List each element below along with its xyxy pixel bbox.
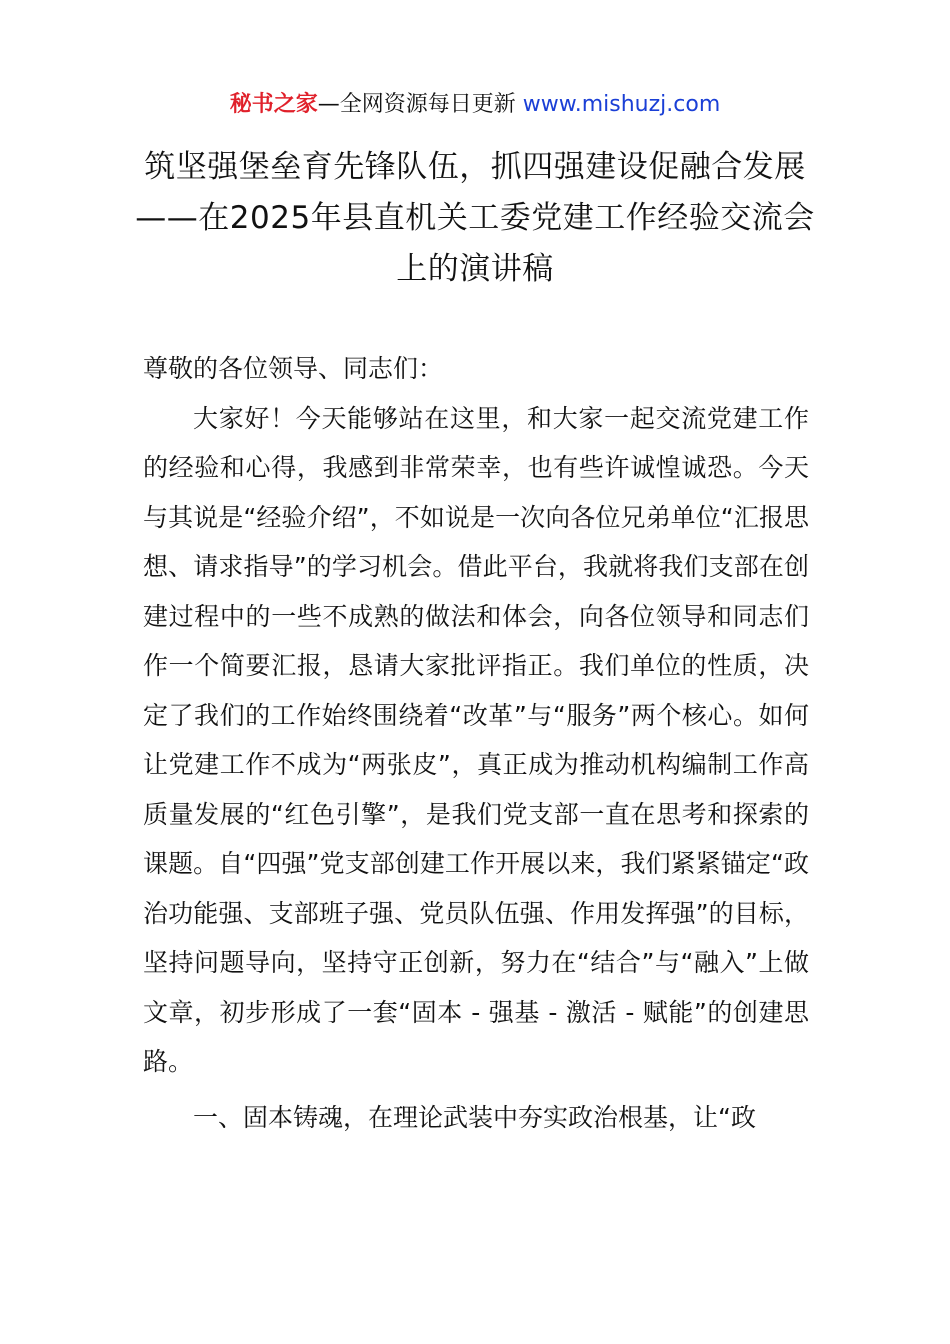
section-heading-1: 一、固本铸魂，在理论武装中夯实政治根基，让“政 — [193, 1102, 756, 1132]
document-body — [143, 344, 809, 1142]
site-url-link[interactable]: www.mishuzj.com — [522, 92, 721, 117]
paragraph-intro: 大家好！今天能够站在这里，和大家一起交流党建工作的经验和心得，我感到非常荣幸，也有些许诚惶诚恐。今天与其说是“经验介绍”，不如说是一次向各位兄弟单位“汇报思想、请求指导”的学习机会。借此平台，我就将我们支部在创建过程中的一些不成熟的做法和体会，向各位领导和同志们作一个简要汇报，恳请大家批评指正。我们单位的性质，决定了我们的工作始终围绕着“改革”与“服务”两个核心。如何让党建工作不成为“两张皮”，真正成为推动机构编制工作高质量发展的“红色引擎”，是我们党支部一直在思考和探索的课题。自“四强”党支部创建工作开展以来，我们紧紧锚定“政治功能强、支部班子强、党员队伍强、作用发挥强”的目标，坚持问题导向，坚持守正创新，努力在“结合”与“融入”上做文章，初步形成了一套“固本 - 强基 - 激活 - 赋能”的创建思路。 — [143, 403, 809, 1076]
site-brand: 秘书之家 — [229, 92, 318, 117]
site-tagline: —全网资源每日更新 — [317, 92, 523, 117]
salutation: 尊敬的各位领导、同志们： — [143, 354, 444, 383]
document-title: 筑坚强堡垒育先锋队伍，抓四强建设促融合发展——在2025年县直机关工委党建工作经验交流会上的演讲稿 — [135, 149, 815, 287]
site-header — [0, 88, 950, 122]
